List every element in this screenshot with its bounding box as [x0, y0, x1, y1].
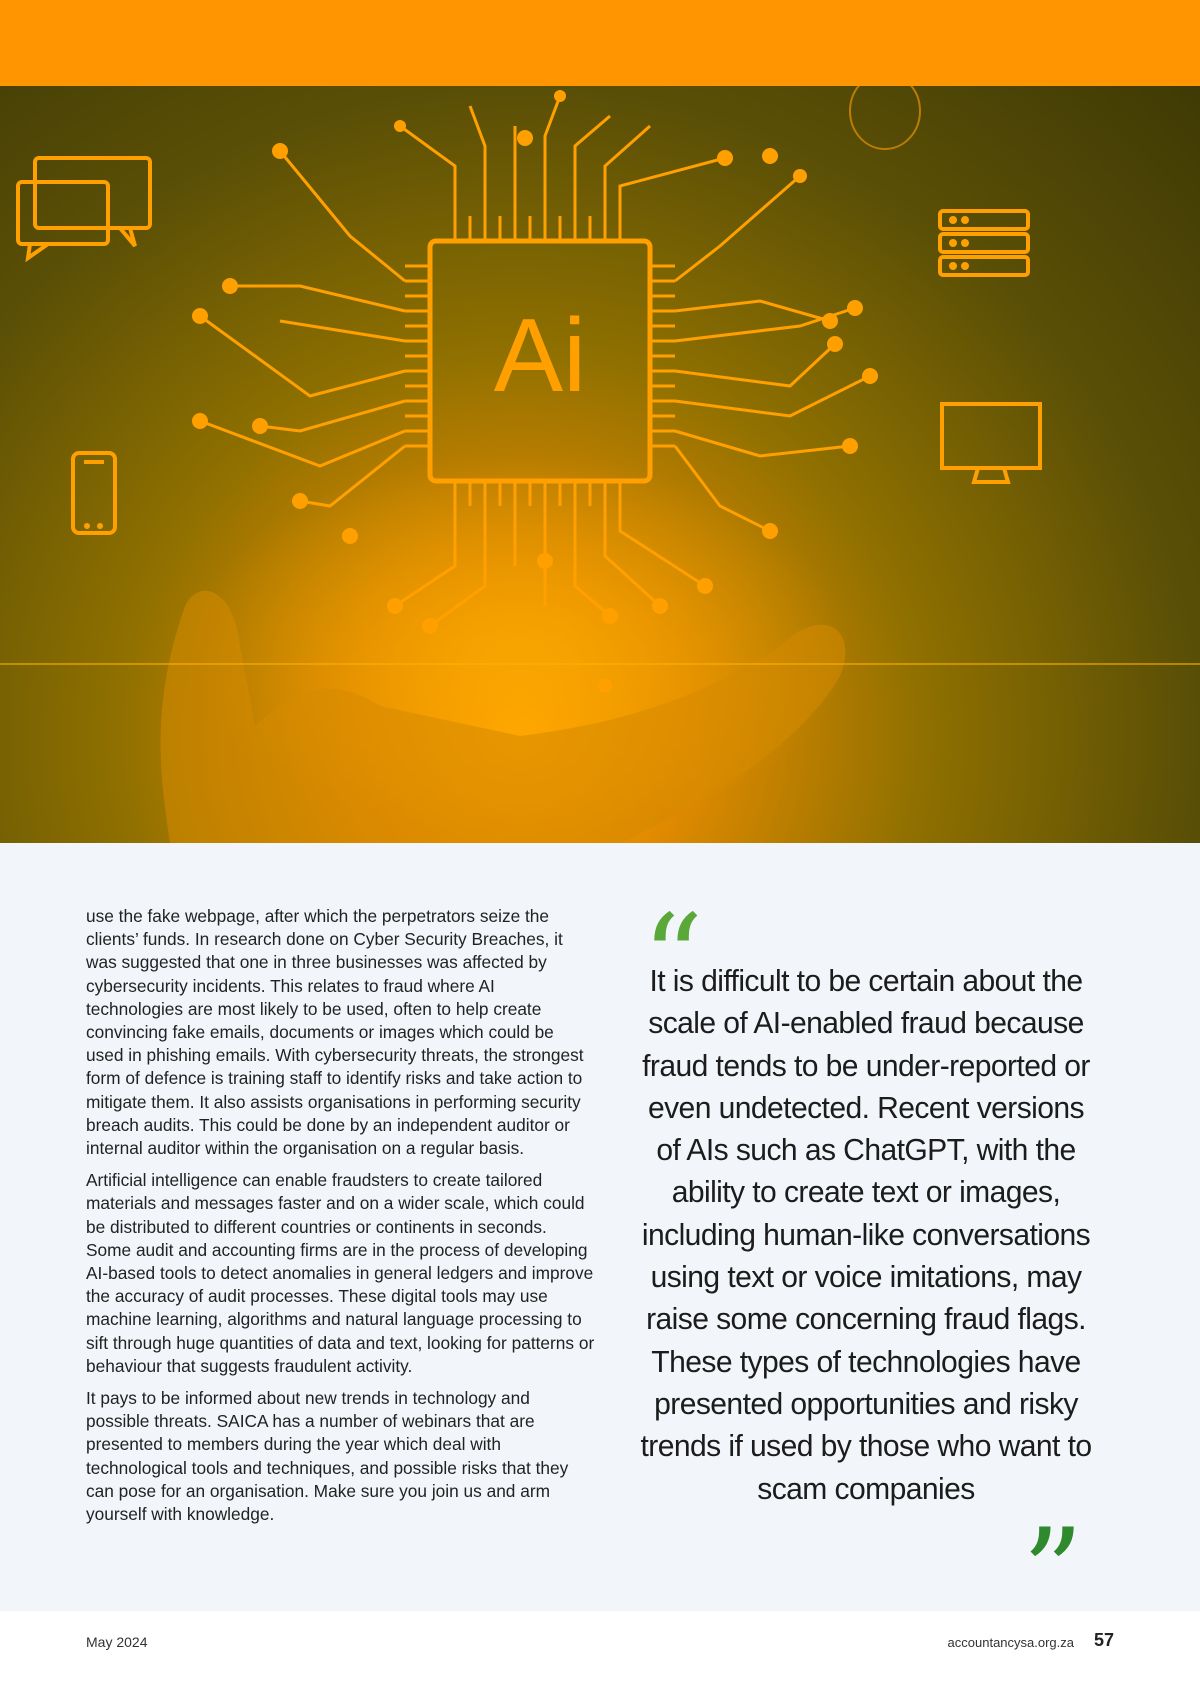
footer-website: accountancysa.org.za [947, 1635, 1074, 1650]
smartphone-icon [73, 453, 115, 533]
top-color-bar [0, 0, 1200, 86]
article-paragraph: Artificial intelligence can enable fraudsters to create tailored materials and messages faster and on a wider scale, which could be distributed to different countries or continents in seconds. Some audit and accounting firms are in the process of developing AI-based tools to detect anomalies in general ledgers and improve the accuracy of audit processes. These digital tools may use machine learning, algorithms and natural language processing to sift through huge quantities of data and text, looking for patterns or behaviour that suggests fraudulent activity. [86, 1170, 595, 1376]
article-body [86, 905, 596, 1535]
article-paragraph: It pays to be informed about new trends in technology and possible threats. SAICA has a number of webinars that are presented to members during the year which deal with technological tools and techniques, and possible risks that they can pose for an organisation. Make sure you join us and arm yourself with knowledge. [86, 1388, 569, 1525]
hero-image [0, 86, 1200, 843]
open-quote-mark: “ [642, 900, 704, 982]
pull-quote: It is difficult to be certain about the scale of AI-enabled fraud because fraud tends to be under-reported or even undetected. Recent versions of AIs such as ChatGPT, with the ability to create text or images, including human-like conversations using text or voice imitations, may raise some concerning fraud flags. These types of technologies have presented opportunities and risky trends if used by those who want to scam companies [640, 963, 1092, 1506]
chip-label: Ai [493, 298, 587, 414]
page-number: 57 [1093, 1630, 1114, 1650]
ai-chip-illustration [0, 86, 1200, 843]
monitor-icon [942, 404, 1040, 482]
footer-date: May 2024 [86, 1634, 148, 1650]
close-quote-mark: ” [1022, 1514, 1084, 1592]
article-paragraph: use the fake webpage, after which the perpetrators seize the clients’ funds. In research done on Cyber Security Breaches, it was suggested that one in three businesses was affected by cybersecurity incidents. This relates to fraud where AI technologies are most likely to be used, often to help create convincing fake emails, documents or images which could be used in phishing emails. With cybersecurity threats, the strongest form of defence is training staff to identify risks and take action to mitigate them. It also assists organisations in performing security breach audits. This could be done by an independent auditor or internal auditor within the organisation on a regular basis. [86, 906, 584, 1159]
chat-bubbles-icon [18, 158, 150, 258]
